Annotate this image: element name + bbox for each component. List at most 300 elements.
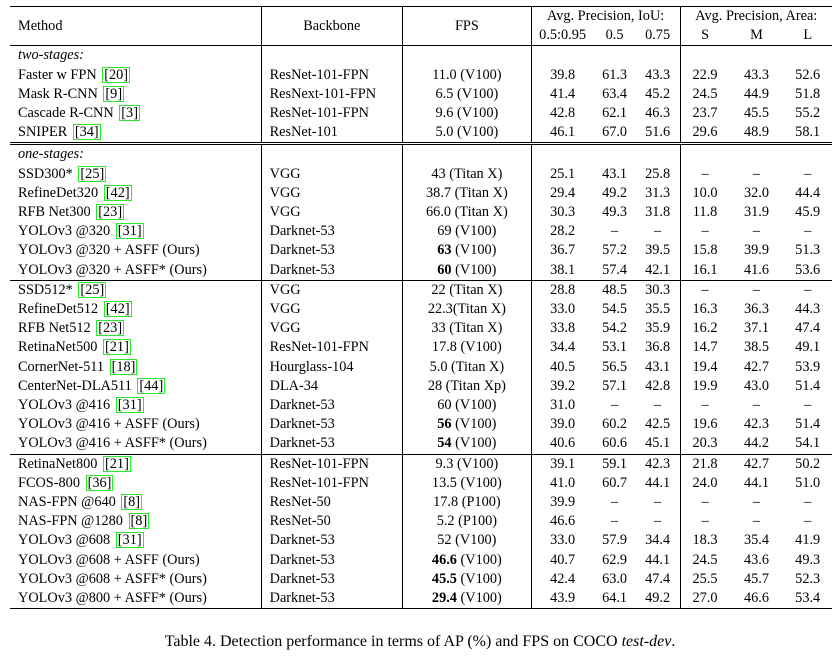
ap75-cell: –: [636, 222, 680, 241]
s-cell: 24.5: [692, 551, 718, 568]
citation-number: 31: [122, 397, 137, 414]
ap-cell: 39.9: [550, 494, 576, 511]
header-method: Method: [10, 7, 261, 46]
ap50-cell: 63.0: [602, 570, 628, 587]
m-cell: 45.7: [743, 570, 769, 587]
method-cell: [10, 261, 261, 281]
ap50-cell: 63.4: [602, 85, 628, 102]
method-cell: [10, 493, 261, 512]
table-row: [10, 280, 832, 300]
table-row: [10, 512, 832, 531]
ap50-cell: 48.5: [593, 280, 635, 300]
method-name: NAS-FPN @640: [18, 494, 116, 511]
l-cell: 45.9: [795, 204, 821, 221]
backbone-cell: Darknet-53: [261, 589, 402, 609]
s-cell: 21.8: [680, 454, 730, 474]
fps-value: 54: [437, 435, 452, 452]
ap75-cell: 46.3: [636, 104, 680, 123]
table-row: [10, 319, 832, 338]
l-cell: 53.9: [795, 358, 821, 375]
l-cell: 51.8: [795, 85, 821, 102]
ap50-cell: 67.0: [602, 124, 628, 141]
m-cell: 42.7: [743, 358, 769, 375]
ap50-cell: 60.7: [602, 474, 628, 491]
l-cell: 47.4: [795, 320, 821, 337]
citation-link[interactable]: [73, 124, 101, 140]
backbone-cell: ResNet-101-FPN: [261, 338, 402, 357]
ap75-cell: 43.1: [636, 358, 680, 377]
method-cell: [10, 319, 261, 338]
method-name: SNIPER: [18, 124, 68, 141]
method-cell: [10, 123, 261, 144]
empty-cell: [261, 144, 402, 165]
m-cell: 31.9: [743, 204, 769, 221]
m-cell: –: [752, 494, 761, 511]
citation-link[interactable]: [78, 166, 106, 182]
m-cell: 43.3: [743, 66, 769, 83]
backbone-cell: VGG: [261, 184, 402, 203]
method-cell: [10, 396, 261, 415]
l-cell: 51.0: [795, 474, 821, 491]
ref-bracket: ]: [136, 397, 142, 414]
method-cell: [10, 358, 261, 377]
ref-bracket: ]: [130, 358, 136, 375]
backbone-cell: ResNet-101: [261, 123, 402, 144]
method-name: FCOS-800: [18, 474, 80, 491]
empty-cell: [403, 46, 532, 66]
header-s: S: [680, 26, 730, 46]
ref-bracket: [: [111, 358, 117, 375]
ap50-cell: –: [611, 397, 619, 414]
citation-link[interactable]: [116, 397, 144, 413]
citation-number: 25: [85, 281, 100, 298]
s-cell: 23.7: [692, 105, 718, 122]
ap50-cell: –: [611, 494, 619, 511]
citation-link[interactable]: [96, 320, 124, 336]
ap75-cell: –: [636, 493, 680, 512]
table-caption: [0, 633, 840, 651]
caption-end: .: [671, 633, 676, 650]
m-cell: 44.2: [743, 435, 769, 452]
m-cell: 44.9: [743, 85, 769, 102]
ap-cell: 25.1: [550, 165, 576, 182]
method-name: RFB Net300: [18, 204, 91, 221]
ref-bracket: [: [104, 66, 109, 83]
table-row: [10, 203, 832, 222]
table-row: [10, 85, 832, 104]
table-row: [10, 434, 832, 454]
m-cell: 42.3: [743, 416, 769, 433]
ap-cell: 39.8: [550, 66, 576, 83]
citation-number: 23: [103, 204, 118, 221]
empty-cell: [783, 144, 832, 165]
fps-cell: [403, 589, 532, 609]
table-row: [10, 104, 832, 123]
method-cell: [10, 377, 261, 396]
m-cell: 41.6: [743, 261, 769, 278]
ap50-cell: 61.3: [602, 66, 628, 83]
fps-value: 46.6: [431, 551, 457, 568]
method-name: CenterNet-DLA511: [18, 377, 132, 394]
empty-cell: [636, 144, 680, 165]
ap-cell: 33.8: [550, 320, 576, 337]
ref-bracket: [: [105, 85, 111, 102]
ap75-cell: 25.8: [636, 165, 680, 184]
ap-cell: 39.0: [550, 416, 576, 433]
m-cell: –: [752, 223, 761, 240]
ref-bracket: [: [105, 184, 111, 201]
backbone-cell: Darknet-53: [261, 261, 402, 281]
ref-bracket: ]: [158, 377, 164, 394]
citation-link[interactable]: [119, 105, 140, 121]
method-name: SSD512*: [18, 281, 73, 298]
m-cell: –: [752, 513, 761, 530]
ref-bracket: ]: [124, 339, 129, 356]
fps-cell: 11.0 (V100): [403, 66, 532, 85]
ap75-cell: 31.3: [636, 184, 680, 203]
citation-number: 9: [110, 85, 118, 102]
header-ap: 0.5:0.95: [531, 26, 593, 46]
ap50-cell: 57.2: [602, 242, 628, 259]
results-table: [10, 6, 832, 609]
method-cell: [10, 531, 261, 550]
header-backbone: Backbone: [261, 7, 402, 46]
ref-bracket: ]: [135, 494, 141, 511]
citation-link[interactable]: [102, 67, 130, 83]
l-cell: 51.4: [795, 377, 821, 394]
table-row: [10, 123, 832, 144]
m-cell: 44.1: [743, 474, 769, 491]
fps-cell: [403, 415, 532, 434]
backbone-cell: Darknet-53: [261, 570, 402, 589]
citation-link[interactable]: [78, 282, 106, 298]
ref-bracket: [: [105, 301, 111, 318]
ap-cell: 29.4: [550, 184, 576, 201]
citation-number: 3: [126, 105, 134, 122]
fps-device: (V100): [451, 416, 497, 433]
citation-number: 31: [122, 223, 137, 240]
ap75-cell: 42.3: [636, 454, 680, 474]
s-cell: 24.5: [692, 85, 718, 102]
method-cell: [10, 551, 261, 570]
s-cell: 18.3: [692, 532, 718, 549]
m-cell: –: [730, 280, 784, 300]
ap50-cell: –: [611, 513, 619, 530]
empty-cell: [636, 46, 680, 66]
s-cell: 19.6: [692, 416, 718, 433]
l-cell: –: [804, 397, 812, 414]
ap50-cell: 62.9: [602, 551, 628, 568]
fps-cell: [403, 551, 532, 570]
method-cell: [10, 222, 261, 241]
s-cell: 15.8: [692, 242, 718, 259]
l-cell: –: [804, 165, 812, 182]
empty-cell: [261, 46, 402, 66]
l-cell: –: [783, 280, 832, 300]
citation-number: 44: [144, 377, 159, 394]
m-cell: 46.6: [730, 589, 784, 609]
table-row: [10, 338, 832, 357]
s-cell: 20.3: [692, 435, 718, 452]
ref-bracket: [: [121, 105, 127, 122]
s-cell: 11.8: [692, 204, 718, 221]
fps-value: 63: [437, 242, 452, 259]
fps-device: (V100): [451, 242, 497, 259]
l-cell: 51.3: [795, 242, 821, 259]
empty-cell: [730, 46, 784, 66]
ap50-cell: 64.1: [593, 589, 635, 609]
m-cell: –: [752, 397, 761, 414]
method-cell: [10, 241, 261, 260]
fps-cell: 43 (Titan X): [403, 165, 532, 184]
table-row: [10, 551, 832, 570]
ap75-cell: 42.5: [636, 415, 680, 434]
citation-number: 31: [122, 532, 137, 549]
m-cell: 43.6: [743, 551, 769, 568]
table-row: [10, 493, 832, 512]
method-name: YOLOv3 @800 + ASFF* (Ours): [18, 590, 207, 607]
ref-bracket: ]: [106, 474, 112, 491]
table-row: [10, 570, 832, 589]
ref-bracket: [: [80, 281, 86, 298]
citation-link[interactable]: [86, 475, 114, 491]
s-cell: –: [701, 494, 709, 511]
ref-bracket: [: [123, 494, 129, 511]
citation-link[interactable]: [137, 378, 165, 394]
l-cell: 44.4: [795, 184, 821, 201]
method-name: YOLOv3 @320: [18, 223, 111, 240]
empty-cell: [680, 144, 730, 165]
ap75-cell: 31.8: [636, 203, 680, 222]
method-name: RefineDet512: [18, 301, 99, 318]
empty-cell: [593, 144, 635, 165]
citation-link[interactable]: [129, 513, 150, 529]
citation-link[interactable]: [104, 185, 132, 201]
ap75-cell: 34.4: [636, 531, 680, 550]
fps-value: 29.4: [431, 590, 457, 607]
l-cell: 50.2: [783, 454, 832, 474]
section-label: two-stages:: [10, 46, 261, 66]
ap75-cell: 47.4: [636, 570, 680, 589]
empty-cell: [531, 46, 593, 66]
ref-bracket: [: [80, 165, 86, 182]
m-cell: 38.5: [743, 339, 769, 356]
citation-link[interactable]: [104, 301, 132, 317]
method-name: YOLOv3 @320 + ASFF* (Ours): [18, 261, 207, 278]
fps-cell: 22.3(Titan X): [403, 300, 532, 319]
method-name: YOLOv3 @608 + ASFF* (Ours): [18, 570, 207, 587]
backbone-cell: ResNet-101-FPN: [261, 454, 402, 474]
method-name: Faster w FPN: [18, 66, 97, 83]
l-cell: 51.4: [795, 416, 821, 433]
m-cell: 37.1: [743, 320, 769, 337]
method-name: YOLOv3 @416: [18, 397, 111, 414]
citation-link[interactable]: [110, 359, 138, 375]
table-body: [10, 46, 832, 609]
s-cell: –: [701, 513, 709, 530]
s-cell: 29.6: [692, 124, 718, 141]
fps-device: (V100): [456, 570, 502, 587]
citation-link[interactable]: [116, 223, 144, 239]
l-cell: –: [804, 494, 812, 511]
empty-cell: [593, 46, 635, 66]
method-cell: [10, 104, 261, 123]
method-cell: [10, 338, 261, 357]
s-cell: –: [701, 397, 709, 414]
method-cell: [10, 434, 261, 454]
backbone-cell: ResNet-101-FPN: [261, 104, 402, 123]
citation-link[interactable]: [103, 86, 124, 102]
ap75-cell: 43.3: [636, 66, 680, 85]
method-cell: [10, 280, 261, 300]
citation-number: 21: [109, 339, 125, 356]
ref-bracket: ]: [123, 66, 129, 83]
ap75-cell: –: [636, 396, 680, 415]
method-name: SSD300*: [18, 165, 73, 182]
fps-cell: [403, 570, 532, 589]
fps-device: (V100): [451, 261, 497, 278]
citation-number: 18: [116, 358, 131, 375]
ap50-cell: 57.4: [602, 261, 628, 278]
citation-number: 42: [110, 184, 125, 201]
empty-cell: [783, 46, 832, 66]
header-l: L: [783, 26, 832, 46]
ap75-cell: 44.1: [636, 474, 680, 493]
ap-cell: 28.8: [531, 280, 593, 300]
ref-bracket: ]: [133, 105, 138, 122]
ref-bracket: [: [130, 513, 136, 530]
s-cell: 27.0: [680, 589, 730, 609]
method-cell: [10, 474, 261, 493]
citation-number: 36: [92, 474, 107, 491]
fps-value: 56: [437, 416, 452, 433]
ap50-cell: 59.1: [593, 454, 635, 474]
method-cell: [10, 512, 261, 531]
fps-cell: 22 (Titan X): [403, 280, 532, 300]
citation-link[interactable]: [103, 339, 131, 355]
method-cell: [10, 203, 261, 222]
empty-cell: [680, 46, 730, 66]
ref-bracket: ]: [124, 184, 130, 201]
citation-link[interactable]: [116, 532, 144, 548]
method-name: CornerNet-511: [18, 358, 105, 375]
m-cell: –: [752, 165, 761, 182]
ap50-cell: 53.1: [602, 339, 628, 356]
ref-bracket: [: [87, 474, 93, 491]
fps-cell: 9.6 (V100): [403, 104, 532, 123]
ref-bracket: [: [98, 320, 104, 337]
table-row: [10, 415, 832, 434]
ap50-cell: 49.3: [602, 204, 628, 221]
backbone-cell: ResNet-50: [261, 512, 402, 531]
method-cell: [10, 454, 261, 474]
l-cell: 52.3: [795, 570, 821, 587]
table-row: [10, 66, 832, 85]
ap-cell: 30.3: [550, 204, 576, 221]
method-cell: [10, 570, 261, 589]
backbone-cell: ResNext-101-FPN: [261, 85, 402, 104]
method-name: RFB Net512: [18, 320, 91, 337]
ap-cell: 31.0: [550, 397, 576, 414]
ap75-cell: 30.3: [636, 280, 680, 300]
l-cell: 53.4: [783, 589, 832, 609]
l-cell: 49.3: [795, 551, 821, 568]
ap-cell: 36.7: [550, 242, 576, 259]
m-cell: 32.0: [743, 184, 769, 201]
citation-number: 20: [108, 66, 124, 83]
method-name: RetinaNet500: [18, 339, 98, 356]
backbone-cell: Darknet-53: [261, 241, 402, 260]
fps-cell: 28 (Titan Xp): [403, 377, 532, 396]
s-cell: –: [680, 280, 730, 300]
method-name: YOLOv3 @608: [18, 532, 111, 549]
ap-cell: 41.4: [550, 85, 576, 102]
method-name: RetinaNet800: [18, 455, 98, 472]
l-cell: 41.9: [795, 532, 821, 549]
s-cell: 25.5: [692, 570, 718, 587]
ref-bracket: [: [117, 532, 123, 549]
empty-cell: [730, 144, 784, 165]
ref-bracket: ]: [136, 532, 142, 549]
ap75-cell: 35.9: [636, 319, 680, 338]
ap50-cell: –: [611, 223, 619, 240]
m-cell: 39.9: [743, 242, 769, 259]
empty-cell: [403, 144, 532, 165]
citation-link[interactable]: [96, 204, 124, 220]
method-name: Mask R-CNN: [18, 85, 98, 102]
citation-link[interactable]: [121, 494, 142, 510]
fps-value: 60: [437, 261, 452, 278]
ref-bracket: ]: [117, 85, 123, 102]
m-cell: 42.7: [730, 454, 784, 474]
citation-number: 34: [79, 124, 94, 141]
ref-bracket: [: [74, 124, 80, 141]
l-cell: –: [804, 513, 812, 530]
header-area-group: Avg. Precision, Area:: [680, 7, 832, 27]
section-label-row: [10, 46, 832, 66]
ap-cell: 28.2: [550, 223, 576, 240]
s-cell: 14.7: [692, 339, 718, 356]
citation-link[interactable]: [103, 456, 131, 472]
ref-bracket: ]: [142, 513, 148, 530]
ap-cell: 40.5: [550, 358, 576, 375]
backbone-cell: Darknet-53: [261, 551, 402, 570]
l-cell: 53.6: [795, 261, 821, 278]
backbone-cell: Darknet-53: [261, 222, 402, 241]
header-ap75: 0.75: [636, 26, 680, 46]
citation-number: 21: [109, 455, 125, 472]
fps-cell: 5.0 (V100): [403, 123, 532, 144]
table-row: [10, 377, 832, 396]
fps-value: 45.5: [431, 570, 457, 587]
method-name: NAS-FPN @1280: [18, 513, 123, 530]
ap-cell: 40.6: [550, 435, 576, 452]
table-row: [10, 241, 832, 260]
method-cell: [10, 415, 261, 434]
ap75-cell: 45.1: [636, 434, 680, 454]
fps-cell: 60 (V100): [403, 396, 532, 415]
ap50-cell: 60.2: [602, 416, 628, 433]
s-cell: 22.9: [692, 66, 718, 83]
backbone-cell: Darknet-53: [261, 415, 402, 434]
citation-number: 23: [103, 320, 118, 337]
ap75-cell: 44.1: [636, 551, 680, 570]
ref-bracket: [: [98, 204, 104, 221]
table-row: [10, 589, 832, 609]
fps-device: (V100): [451, 435, 497, 452]
ap75-cell: 51.6: [636, 123, 680, 144]
method-cell: [10, 85, 261, 104]
